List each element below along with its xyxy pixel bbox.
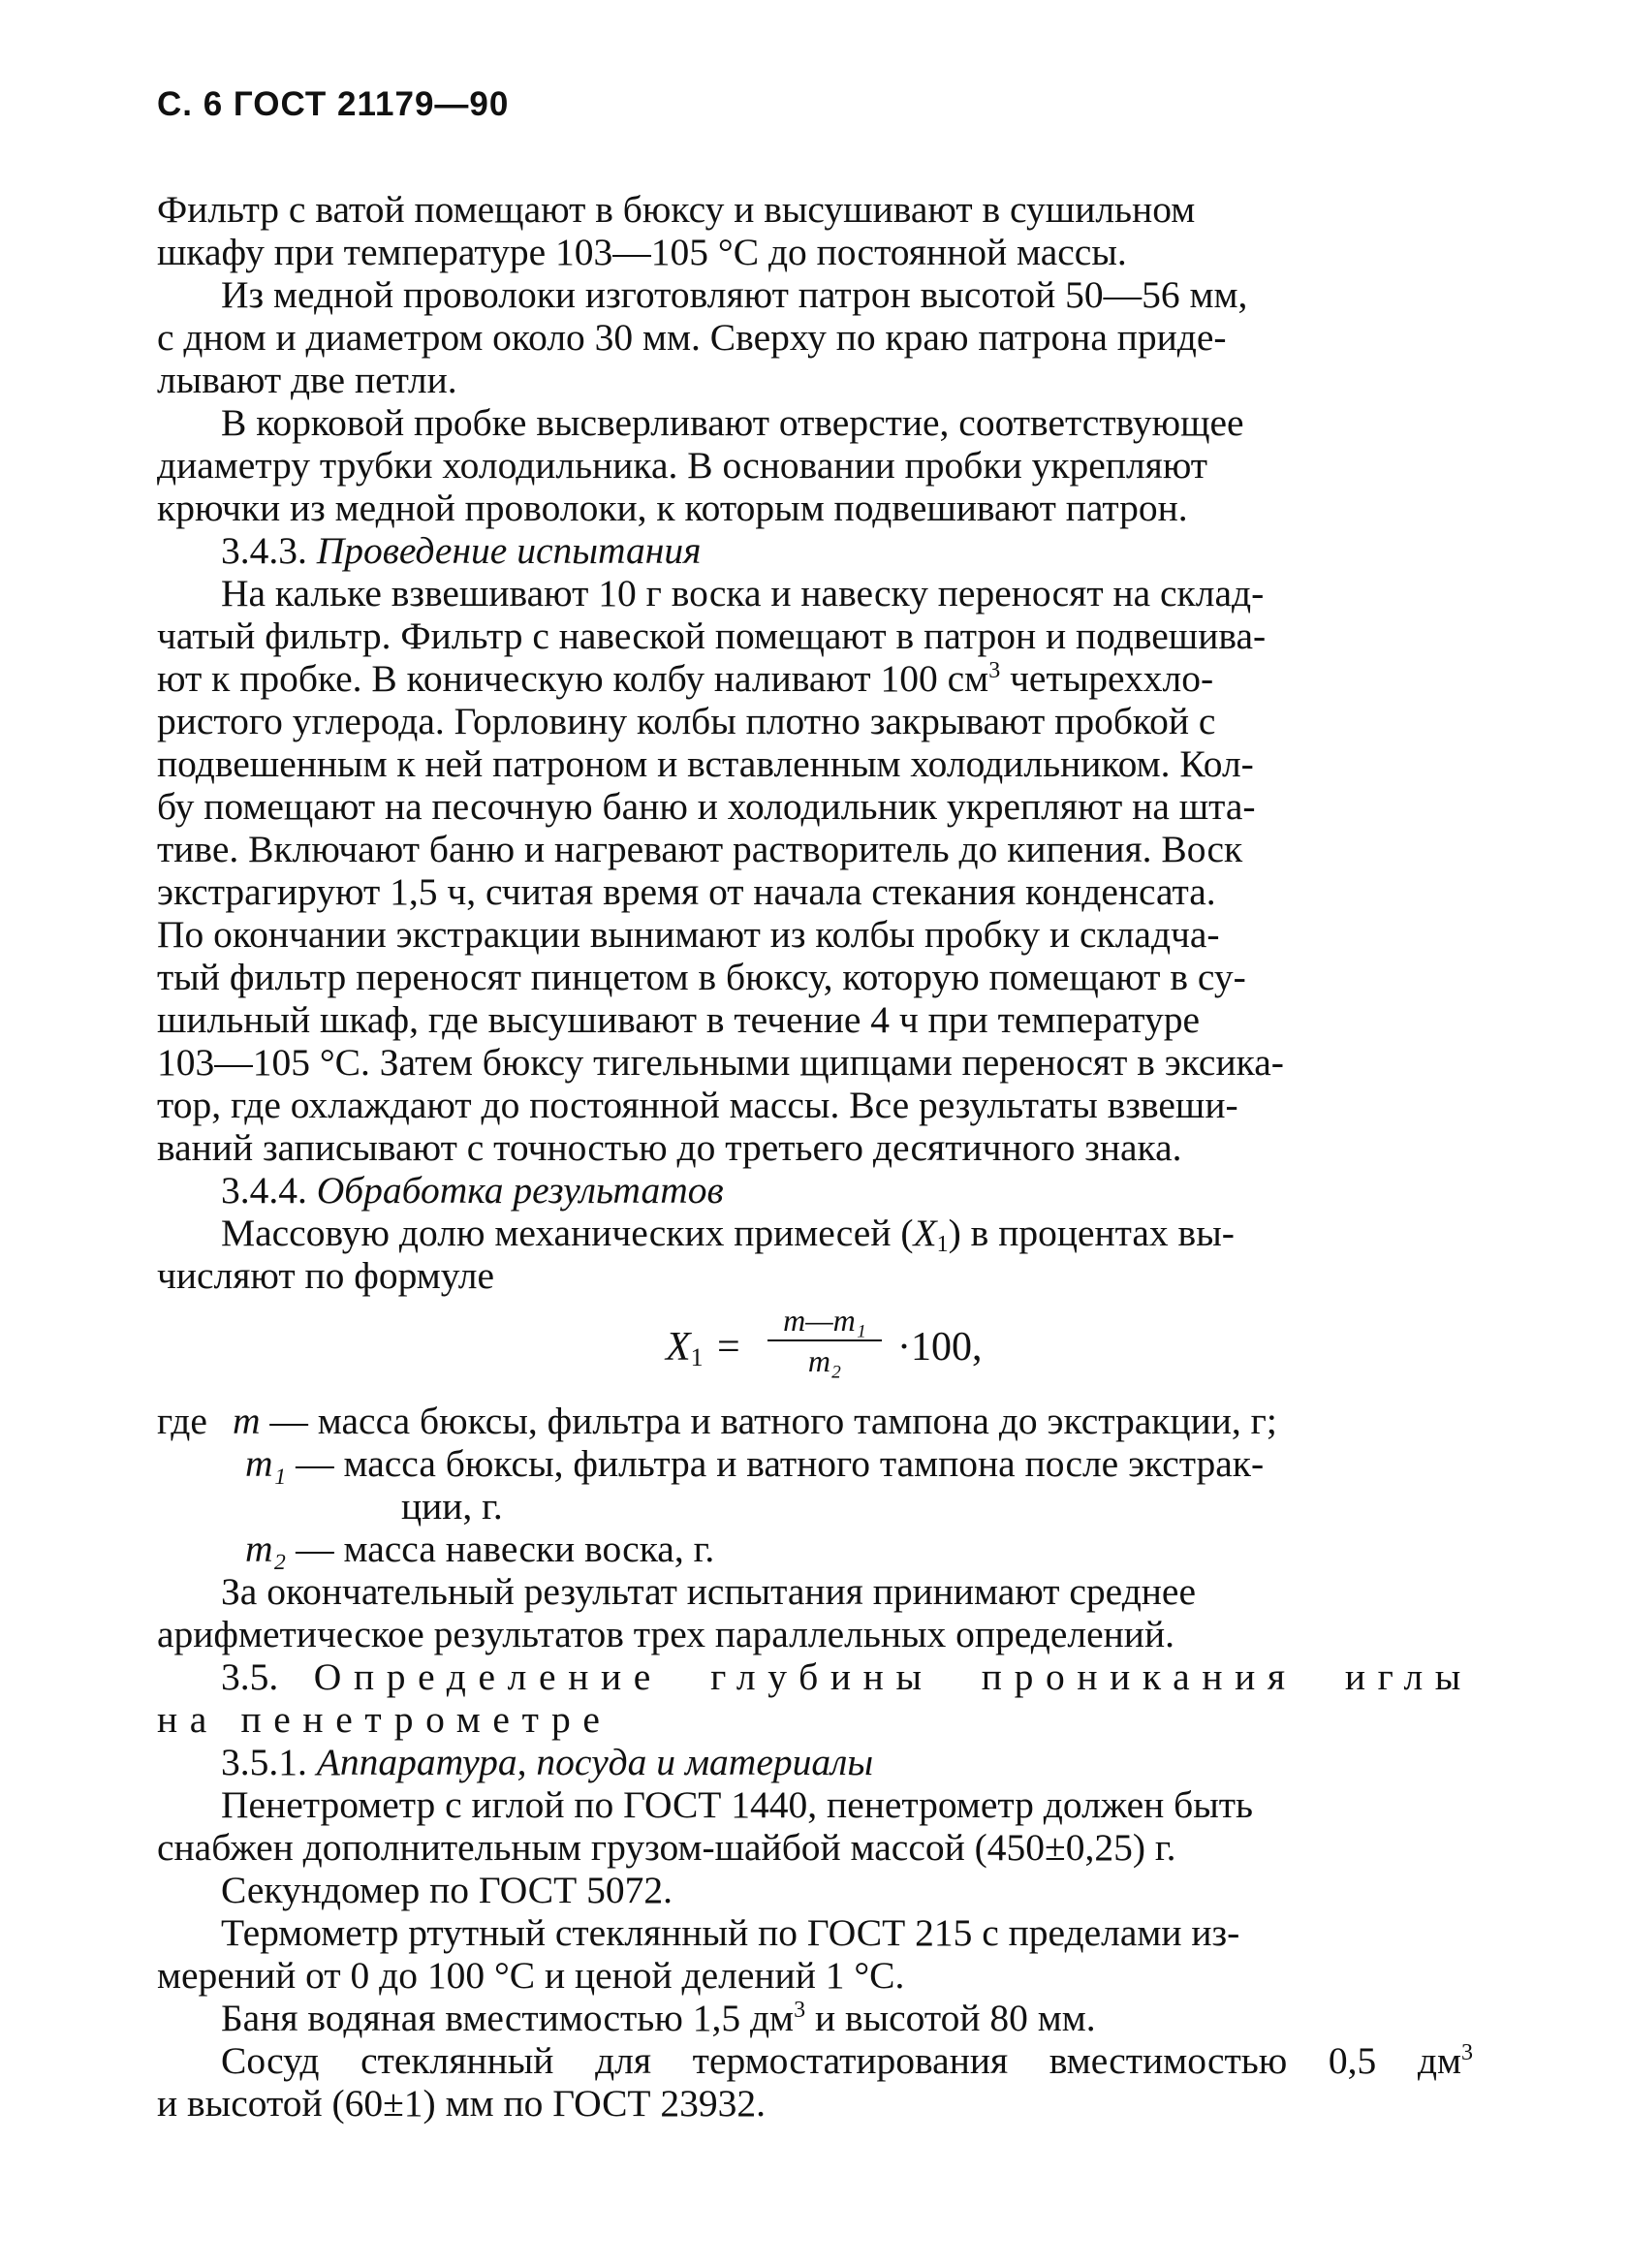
definition-text: — масса бюксы, фильтра и ватного тампона после экстрак- (286, 1442, 1265, 1485)
section-heading-3-4-3 (157, 529, 1473, 572)
text-line (157, 2039, 1473, 2082)
section-number: 3.4.4. (221, 1169, 317, 1212)
definition-m1 (157, 1442, 1473, 1485)
definition-m (157, 1400, 1473, 1442)
definition-symbol: m₂ (245, 1528, 287, 1570)
section-heading-3-5-1 (157, 1741, 1473, 1783)
text-line: В корковой пробке высверливают отверстие, соответствующее (221, 401, 1244, 444)
text-line: лывают две петли. (157, 359, 457, 401)
text-line: шильный шкаф, где высушивают в течение 4 ч при температуре (157, 998, 1201, 1041)
section-number: 3.5.1. (221, 1741, 317, 1783)
page-header: С. 6 ГОСТ 21179—90 (157, 85, 510, 123)
text-line: и высотой (60±1) мм по ГОСТ 23932. (157, 2082, 767, 2125)
definition-m2 (157, 1528, 1473, 1570)
formula-fraction (767, 1301, 882, 1380)
text-line: экстрагируют 1,5 ч, считая время от начала стекания конденсата. (157, 870, 1216, 913)
section-heading-3-4-4 (157, 1169, 1473, 1212)
document-body (157, 188, 1473, 2125)
text-line: чатый фильтр. Фильтр с навеской помещают в патрон и подвешива- (157, 614, 1267, 657)
section-number: 3.5. (221, 1655, 314, 1698)
formula-lhs-sub: 1 (690, 1343, 704, 1371)
text-line (157, 657, 1473, 700)
text-line: диаметру трубки холодильника. В основании пробки укрепляют (157, 444, 1208, 487)
text-line: тый фильтр переносят пинцетом в бюксу, которую помещают в су- (157, 956, 1246, 998)
formula-lhs-var: X (666, 1325, 691, 1370)
text-fragment: Сосуд стеклянный для термостатирования вместимостью 0,5 дм (221, 2039, 1461, 2082)
text-fragment: ют к пробке. В коническую колбу наливают 100 см (157, 657, 989, 700)
text-line: По окончании экстракции вынимают из колбы пробку и складча- (157, 913, 1220, 956)
section-title: Проведение испытания (316, 529, 702, 572)
section-number: 3.4.3. (221, 529, 317, 572)
formula-multiplier: ·100, (897, 1325, 983, 1370)
text-line: шкафу при температуре 103—105 °С до постоянной массы. (157, 231, 1127, 273)
definition-symbol: m (233, 1400, 261, 1442)
text-line (157, 1997, 1473, 2039)
text-line: 103—105 °С. Затем бюксу тигельными щипцами переносят в эксика- (157, 1041, 1284, 1084)
definition-text: — масса навески воска, г. (286, 1528, 715, 1570)
text-fragment: Массовую долю механических примесей ( (221, 1212, 914, 1254)
text-line: тиве. Включают баню и нагревают растворитель до кипения. Воск (157, 828, 1243, 870)
text-line: с дном и диаметром около 30 мм. Сверху по краю патрона приде- (157, 316, 1227, 359)
text-fragment: Баня водяная вместимостью 1,5 дм (221, 1997, 795, 2039)
superscript: 3 (1461, 2040, 1473, 2065)
text-line: ристого углерода. Горловину колбы плотно закрывают пробкой с (157, 700, 1216, 742)
text-line: снабжен дополнительным грузом-шайбой массой (450±0,25) г. (157, 1826, 1176, 1869)
text-line: крючки из медной проволоки, к которым подвешивают патрон. (157, 487, 1188, 529)
text-line: мерений от 0 до 100 °С и ценой делений 1 °С. (157, 1954, 905, 1997)
text-line: числяют по формуле (157, 1254, 495, 1297)
text-line (157, 1212, 1473, 1257)
superscript: 3 (794, 1998, 806, 2023)
section-title: Обработка результатов (316, 1169, 724, 1212)
section-heading-3-5 (157, 1655, 1473, 1698)
formula (157, 1301, 1473, 1394)
text-fragment: ) в процентах вы- (948, 1212, 1235, 1254)
subscript: 1 (936, 1232, 949, 1257)
text-line: бу помещают на песочную баню и холодильник укрепляют на шта- (157, 785, 1256, 828)
variable-x: X (913, 1212, 937, 1254)
text-line: На кальке взвешивают 10 г воска и навеску переносят на склад- (221, 572, 1265, 614)
text-line: подвешенным к ней патроном и вставленным холодильником. Кол- (157, 742, 1254, 785)
text-line: Термометр ртутный стеклянный по ГОСТ 215 с пределами из- (221, 1911, 1240, 1954)
formula-denominator: m₂ (807, 1343, 842, 1378)
formula-lhs (666, 1326, 704, 1369)
definition-symbol: m₁ (245, 1442, 287, 1485)
text-line: Из медной проволоки изготовляют патрон высотой 50—56 мм, (221, 273, 1248, 316)
superscript: 3 (988, 658, 1001, 683)
text-line: арифметическое результатов трех параллельных определений. (157, 1613, 1174, 1655)
section-title: Определение глубины проникания иглы (313, 1655, 1473, 1698)
text-line: тор, где охлаждают до постоянной массы. Все результаты взвеши- (157, 1084, 1238, 1126)
text-line: Секундомер по ГОСТ 5072. (221, 1869, 673, 1911)
formula-numerator: m—m₁ (767, 1301, 882, 1341)
text-fragment: четыреххло- (1000, 657, 1214, 700)
definition-text: — масса бюксы, фильтра и ватного тампона до экстракции, г; (260, 1400, 1277, 1442)
text-line: За окончательный результат испытания принимают среднее (221, 1570, 1196, 1613)
text-line: Пенетрометр с иглой по ГОСТ 1440, пенетрометр должен быть (221, 1783, 1254, 1826)
definition-lead: где (157, 1400, 207, 1442)
text-line: Фильтр с ватой помещают в бюксу и высушивают в сушильном (157, 188, 1196, 231)
definition-continuation: ции, г. (401, 1485, 503, 1528)
section-title-continuation: на пенетрометре (157, 1698, 612, 1741)
text-fragment: и высотой 80 мм. (805, 1997, 1096, 2039)
definition-content (233, 1400, 1277, 1442)
formula-equals: = (717, 1325, 740, 1370)
section-title: Аппаратура, посуда и материалы (316, 1741, 874, 1783)
text-line: ваний записывают с точностью до третьего десятичного знака. (157, 1126, 1182, 1169)
